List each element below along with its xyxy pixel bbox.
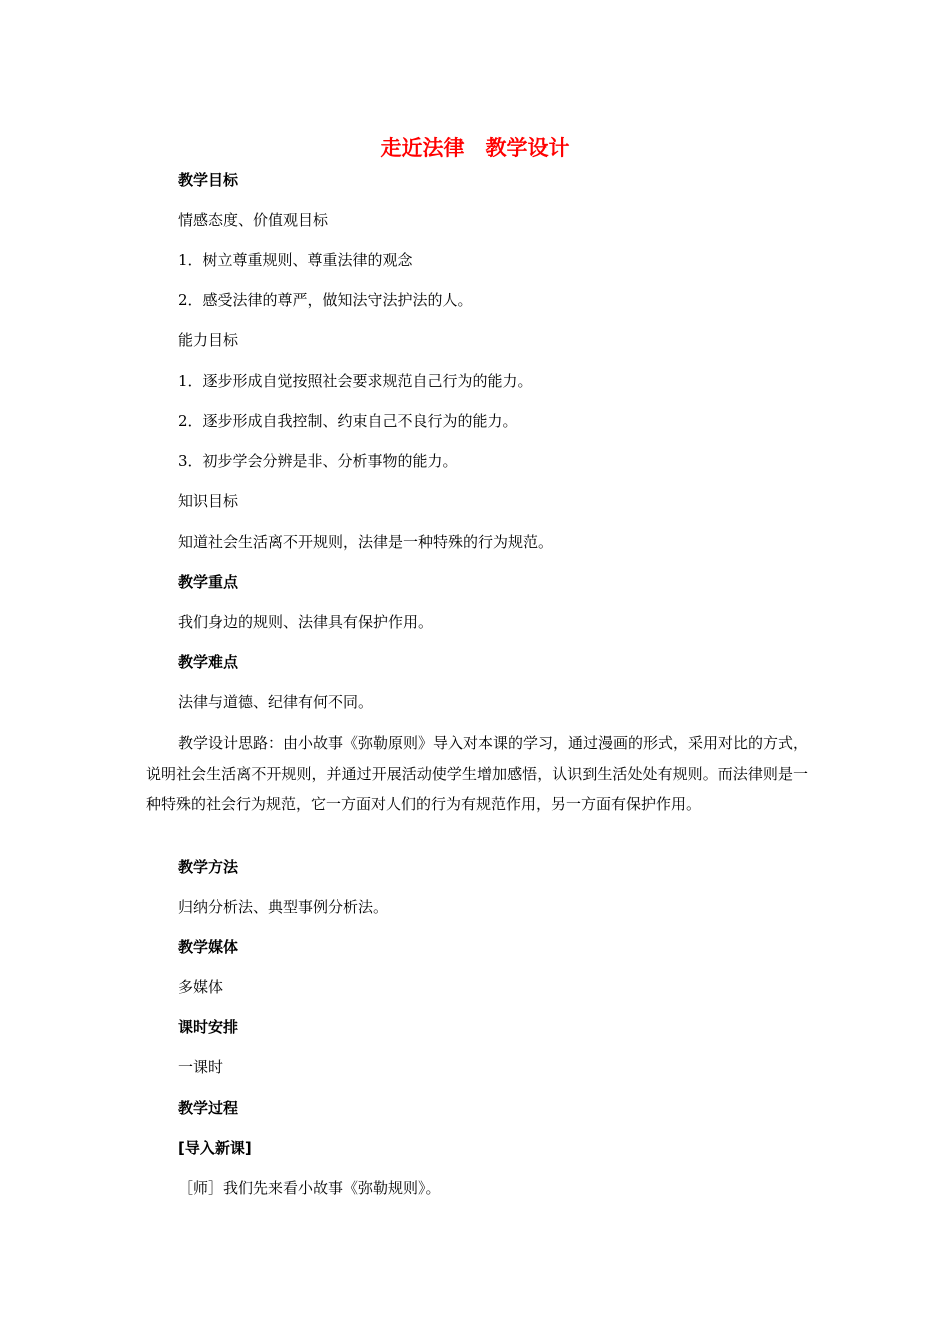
- design-idea-paragraph: 教学设计思路：由小故事《弥勒原则》导入对本课的学习，通过漫画的形式，采用对比的方式，说明社会生活离不开规则，并通过开展活动使学生增加感悟，认识到生活处处有规则。而法律则是一种特殊的社会行为规范，它一方面对人们的行为有规范作用，另一方面有保护作用。: [146, 734, 809, 813]
- difficulties-text: 法律与道德、纪律有何不同。: [178, 693, 374, 711]
- emotion-goal-item-2: 2．感受法律的尊严，做知法守法护法的人。: [178, 291, 473, 309]
- knowledge-goal-title: 知识目标: [178, 492, 239, 510]
- ability-goal-item-2: 2．逐步形成自我控制、约束自己不良行为的能力。: [178, 412, 518, 430]
- media-heading: 教学媒体: [178, 938, 239, 956]
- emotion-goal-item-1: 1．树立尊重规则、尊重法律的观念: [178, 251, 413, 269]
- process-first-line: ［师］我们先来看小故事《弥勒规则》。: [178, 1179, 441, 1197]
- key-points-heading: 教学重点: [178, 573, 239, 591]
- schedule-heading: 课时安排: [178, 1018, 239, 1036]
- process-subheading: [导入新课]: [178, 1139, 252, 1157]
- ability-goal-title: 能力目标: [178, 331, 239, 349]
- method-text: 归纳分析法、典型事例分析法。: [178, 898, 389, 916]
- schedule-text: 一课时: [178, 1058, 224, 1076]
- goals-heading: 教学目标: [178, 171, 239, 189]
- knowledge-goal-text: 知道社会生活离不开规则，法律是一种特殊的行为规范。: [178, 533, 554, 551]
- process-heading: 教学过程: [178, 1099, 239, 1117]
- emotion-goal-title: 情感态度、价值观目标: [178, 211, 329, 229]
- media-text: 多媒体: [178, 978, 224, 996]
- ability-goal-item-3: 3．初步学会分辨是非、分析事物的能力。: [178, 452, 458, 470]
- key-points-text: 我们身边的规则、法律具有保护作用。: [178, 613, 434, 631]
- document-title: 走近法律 教学设计: [380, 136, 570, 160]
- ability-goal-item-1: 1．逐步形成自觉按照社会要求规范自己行为的能力。: [178, 372, 533, 390]
- method-heading: 教学方法: [178, 858, 239, 876]
- difficulties-heading: 教学难点: [178, 653, 239, 671]
